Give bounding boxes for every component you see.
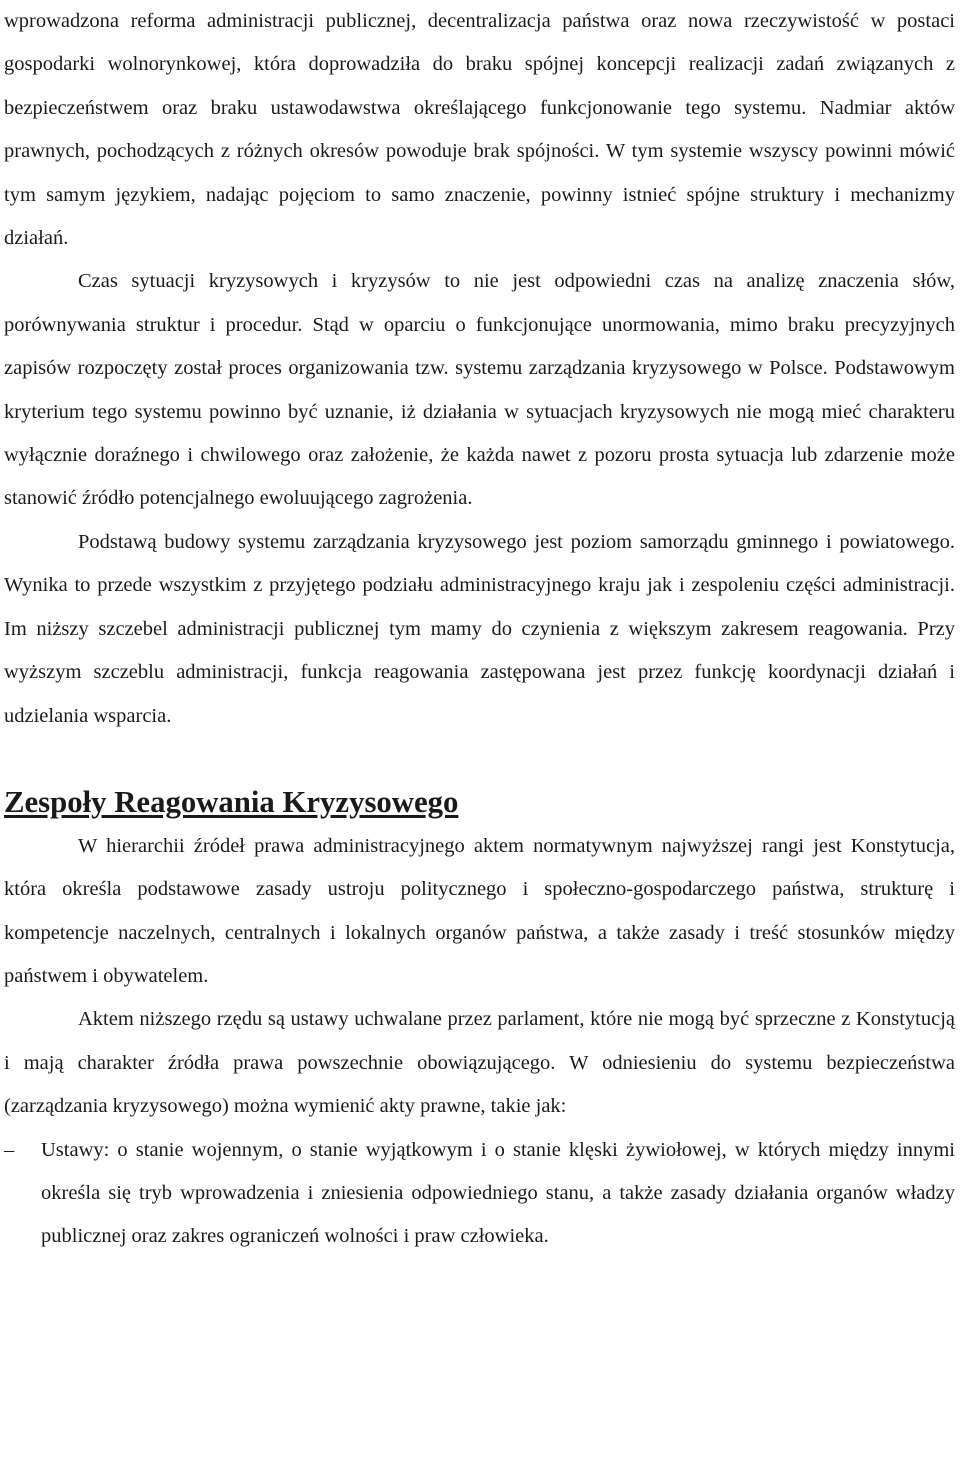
- paragraph-statutes: Aktem niższego rzędu są ustawy uchwalane przez parlament, które nie mogą być sprzeczne z Konstytucją i mają charakter źródła prawa powszechnie obowiązującego. W odniesieniu do systemu bezpieczeństwa (zarządzania kryzysowego) można wymienić akty prawne, takie jak:: [4, 1008, 955, 1118]
- section-heading: Zespoły Reagowania Kryzysowego: [4, 785, 459, 820]
- paragraph-continuation: wprowadzona reforma administracji publicznej, decentralizacja państwa oraz nowa rzeczywistość w postaci gospodarki wolnorynkowej, która doprowadziła do braku spójnej koncepcji realizacji zadań związanych z bezpieczeństwem oraz braku ustawodawstwa określającego funkcjonowanie tego systemu. Nadmiar aktów prawnych, pochodzących z różnych okresów powoduje brak spójności. W tym systemie wszyscy powinni mówić tym samym językiem, nadając pojęciom to samo znaczenie, powinny istnieć spójne struktury i mechanizmy działań.: [4, 10, 955, 250]
- paragraph-constitution: W hierarchii źródeł prawa administracyjnego aktem normatywnym najwyższej rangi jest Konstytucja, która określa podstawowe zasady ustroju politycznego i społeczno-gospodarczego państwa, strukturę i kompetencje naczelnych, centralnych i lokalnych organów państwa, a także zasady i treść stosunków między państwem i obywatelem.: [4, 834, 955, 987]
- legal-acts-list: [4, 1129, 955, 1259]
- document-page: [4, 0, 955, 1259]
- list-item: [4, 1129, 955, 1259]
- list-item-text: Ustawy: o stanie wojennym, o stanie wyjątkowym i o stanie klęski żywiołowej, w których między innymi określa się tryb wprowadzenia i zniesienia odpowiedniego stanu, a także zasady działania organów władzy publicznej oraz zakres ograniczeń wolności i praw człowieka.: [41, 1138, 955, 1248]
- paragraph-crisis-time: Czas sytuacji kryzysowych i kryzysów to nie jest odpowiedni czas na analizę znaczenia słów, porównywania struktur i procedur. Stąd w oparciu o funkcjonujące unormowania, mimo braku precyzyjnych zapisów rozpoczęty został proces organizowania tzw. systemu zarządzania kryzysowego w Polsce. Podstawowym kryterium tego systemu powinno być uznanie, iż działania w sytuacjach kryzysowych nie mogą mieć charakteru wyłącznie doraźnego i chwilowego oraz założenie, że każda nawet z pozoru prosta sytuacja lub zdarzenie może stanowić źródło potencjalnego ewoluującego zagrożenia.: [4, 270, 955, 510]
- paragraph-system-basis: Podstawą budowy systemu zarządzania kryzysowego jest poziom samorządu gminnego i powiatowego. Wynika to przede wszystkim z przyjętego podziału administracyjnego kraju jak i zespoleniu części administracji. Im niższy szczebel administracji publicznej tym mamy do czynienia z większym zakresem reagowania. Przy wyższym szczeblu administracji, funkcja reagowania zastępowana jest przez funkcję koordynacji działań i udzielania wsparcia.: [4, 530, 955, 727]
- dash-bullet-icon: –: [4, 1138, 15, 1161]
